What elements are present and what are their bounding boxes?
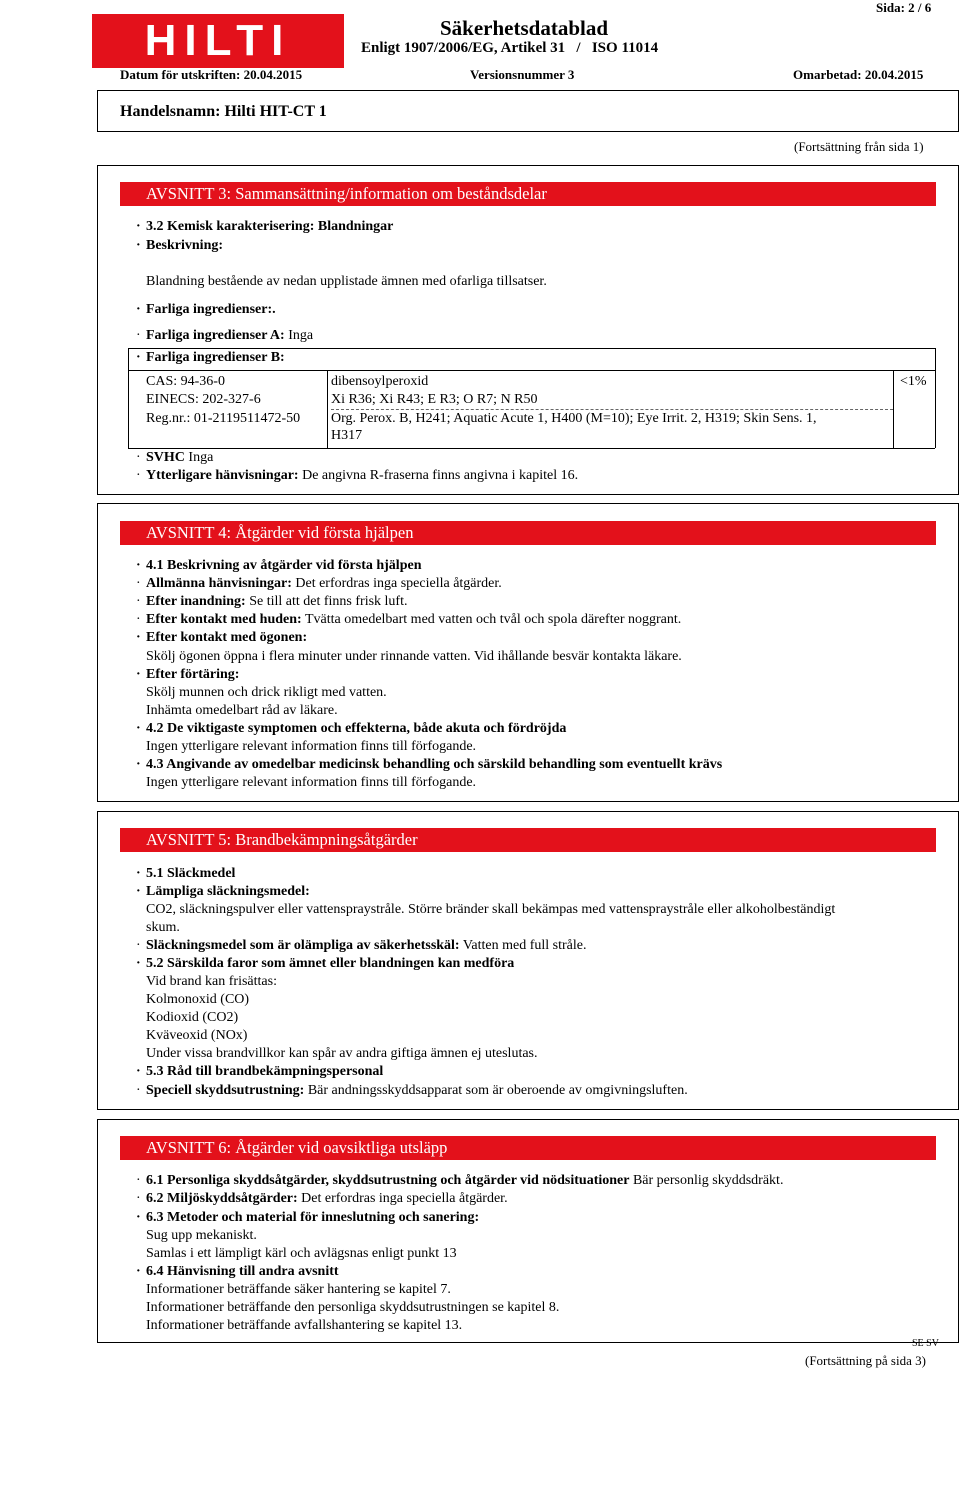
s4-heading-41: · 4.1 Beskrivning av åtgärder vid första hjälpen (136, 558, 422, 573)
s5-equipment: · Speciell skyddsutrustning: Bär andningsskyddsapparat som är oberoende av omgivningsluften. (136, 1083, 688, 1098)
section-4-title: AVSNITT 4: Åtgärder vid första hjälpen (120, 521, 936, 545)
concentration: <1% (900, 374, 927, 389)
s4-inhalation: · Efter inandning: Se till att det finns frisk luft. (136, 594, 408, 609)
table-right-border (935, 348, 936, 448)
document-subtitle: Enligt 1907/2006/EG, Artikel 31 / ISO 11014 (361, 40, 659, 56)
einecs-number: EINECS: 202-327-6 (146, 392, 261, 407)
s6-heading-63: · 6.3 Metoder och material för inneslutning och sanering: (136, 1210, 480, 1225)
s6-63-text-1: Sug upp mekaniskt. (146, 1228, 257, 1243)
table-bottom-border (128, 448, 935, 449)
section-5-title: AVSNITT 5: Brandbekämpningsåtgärder (120, 828, 936, 852)
s5-fire-4: Kväveoxid (NOx) (146, 1028, 248, 1043)
s3-description-text: Blandning bestående av nedan upplistade ämnen med ofarliga tillsatser. (146, 274, 547, 289)
registration-number: Reg.nr.: 01-2119511472-50 (146, 411, 301, 426)
s6-heading-62: · 6.2 Miljöskyddsåtgärder: Det erfordras inga speciella åtgärder. (136, 1191, 508, 1206)
s5-heading-51: · 5.1 Släckmedel (136, 866, 236, 881)
continued-to: (Fortsättning på sida 3) (805, 1353, 926, 1368)
continued-from: (Fortsättning från sida 1) (794, 139, 924, 154)
s4-eye-text: Skölj ögonen öppna i flera minuter under rinnande vatten. Vid ihållande besvär kontakta läkare. (146, 649, 682, 664)
hilti-logo (92, 14, 344, 68)
s5-suitable-label: · Lämpliga släckningsmedel: (136, 884, 310, 899)
s4-ingestion-text-1: Skölj munnen och drick rikligt med vatten. (146, 685, 387, 700)
s4-ingestion-label: · Efter förtäring: (136, 667, 240, 682)
s3-hazardous-a: · Farliga ingredienser A: Inga (136, 328, 314, 343)
s6-heading-64: · 6.4 Hänvisning till andra avsnitt (136, 1264, 339, 1279)
s4-heading-42: · 4.2 De viktigaste symptomen och effekterna, både akuta och fördröjda (136, 721, 567, 736)
s6-64-text-1: Informationer beträffande säker hantering se kapitel 7. (146, 1282, 451, 1297)
s6-heading-61: · 6.1 Personliga skyddsåtgärder, skyddsutrustning och åtgärder vid nödsituationer Bär personlig skyddsdräkt. (136, 1173, 784, 1188)
s5-suitable-text-2: skum. (146, 920, 180, 935)
page-number: Sida: 2 / 6 (876, 0, 932, 15)
table-column-divider (327, 370, 328, 448)
section-6-title: AVSNITT 6: Åtgärder vid oavsiktliga utsläpp (120, 1136, 936, 1160)
substance-name: dibensoylperoxid (331, 374, 429, 389)
s4-43-text: Ingen ytterligare relevant information finns till förfogande. (146, 775, 477, 790)
s4-skin: · Efter kontakt med huden: Tvätta omedelbart med vatten och tvål och spola därefter noggrant. (136, 612, 682, 627)
table-percent-divider (893, 370, 894, 448)
s6-64-text-3: Informationer beträffande avfallshantering se kapitel 13. (146, 1318, 463, 1333)
s4-ingestion-text-2: Inhämta omedelbart råd av läkare. (146, 703, 338, 718)
clp-classification-1: Org. Perox. B, H241; Aquatic Acute 1, H400 (M=10); Eye Irrit. 2, H319; Skin Sens. 1, (331, 411, 817, 426)
s3-svhc: · SVHC Inga (136, 450, 214, 465)
clp-classification-2: H317 (331, 428, 363, 443)
r-phrases: Xi R36; Xi R43; E R3; O R7; N R50 (331, 392, 538, 407)
s5-fire-5: Under vissa brandvillkor kan spår av andra giftiga ämnen ej uteslutas. (146, 1046, 538, 1061)
s6-64-text-2: Informationer beträffande den personliga skyddsutrustningen se kapitel 8. (146, 1300, 560, 1315)
s5-heading-52: · 5.2 Särskilda faror som ämnet eller blandningen kan medföra (136, 956, 515, 971)
s5-fire-1: Vid brand kan frisättas: (146, 974, 277, 989)
s3-description-label: · Beskrivning: (136, 238, 224, 253)
logo-text: HILTI (144, 16, 292, 65)
s3-composition-heading: · 3.2 Kemisk karakterisering: Blandningar (136, 219, 394, 234)
table-left-border (128, 348, 129, 448)
s6-63-text-2: Samlas i ett lämpligt kärl och avlägsnas enligt punkt 13 (146, 1246, 457, 1261)
version-number: Versionsnummer 3 (470, 67, 575, 82)
s5-fire-2: Kolmonoxid (CO) (146, 992, 250, 1007)
s5-unsuitable: · Släckningsmedel som är olämpliga av säkerhetsskäl: Vatten med full stråle. (136, 938, 587, 953)
s5-heading-53: · 5.3 Råd till brandbekämpningspersonal (136, 1064, 384, 1079)
table-header-divider (128, 370, 935, 371)
s3-hazardous-ingredients: · Farliga ingredienser:. (136, 302, 276, 317)
s3-hazardous-b: · Farliga ingredienser B: (136, 350, 285, 365)
s4-42-text: Ingen ytterligare relevant information finns till förfogande. (146, 739, 477, 754)
print-date: Datum för utskriften: 20.04.2015 (120, 67, 303, 82)
s4-eye-label: · Efter kontakt med ögonen: (136, 630, 308, 645)
trade-name: Handelsnamn: Hilti HIT-CT 1 (120, 103, 327, 120)
cas-number: CAS: 94-36-0 (146, 374, 225, 389)
document-title: Säkerhetsdatablad (440, 16, 609, 40)
s4-heading-43: · 4.3 Angivande av omedelbar medicinsk behandling och särskild behandling som eventuellt krävs (136, 757, 723, 772)
s4-general: · Allmänna hänvisningar: Det erfordras inga speciella åtgärder. (136, 576, 502, 591)
s3-additional-info: · Ytterligare hänvisningar: De angivna R-fraserna finns angivna i kapitel 16. (136, 468, 579, 483)
section-3-title: AVSNITT 3: Sammansättning/information om beståndsdelar (120, 182, 936, 206)
s5-suitable-text-1: CO2, släckningspulver eller vattenspraystråle. Större bränder skall bekämpas med vattenspraystråle eller alkoholbeständigt (146, 902, 836, 917)
revised-date: Omarbetad: 20.04.2015 (793, 67, 924, 82)
s5-fire-3: Kodioxid (CO2) (146, 1010, 239, 1025)
language-code: SE SV (912, 1338, 939, 1349)
